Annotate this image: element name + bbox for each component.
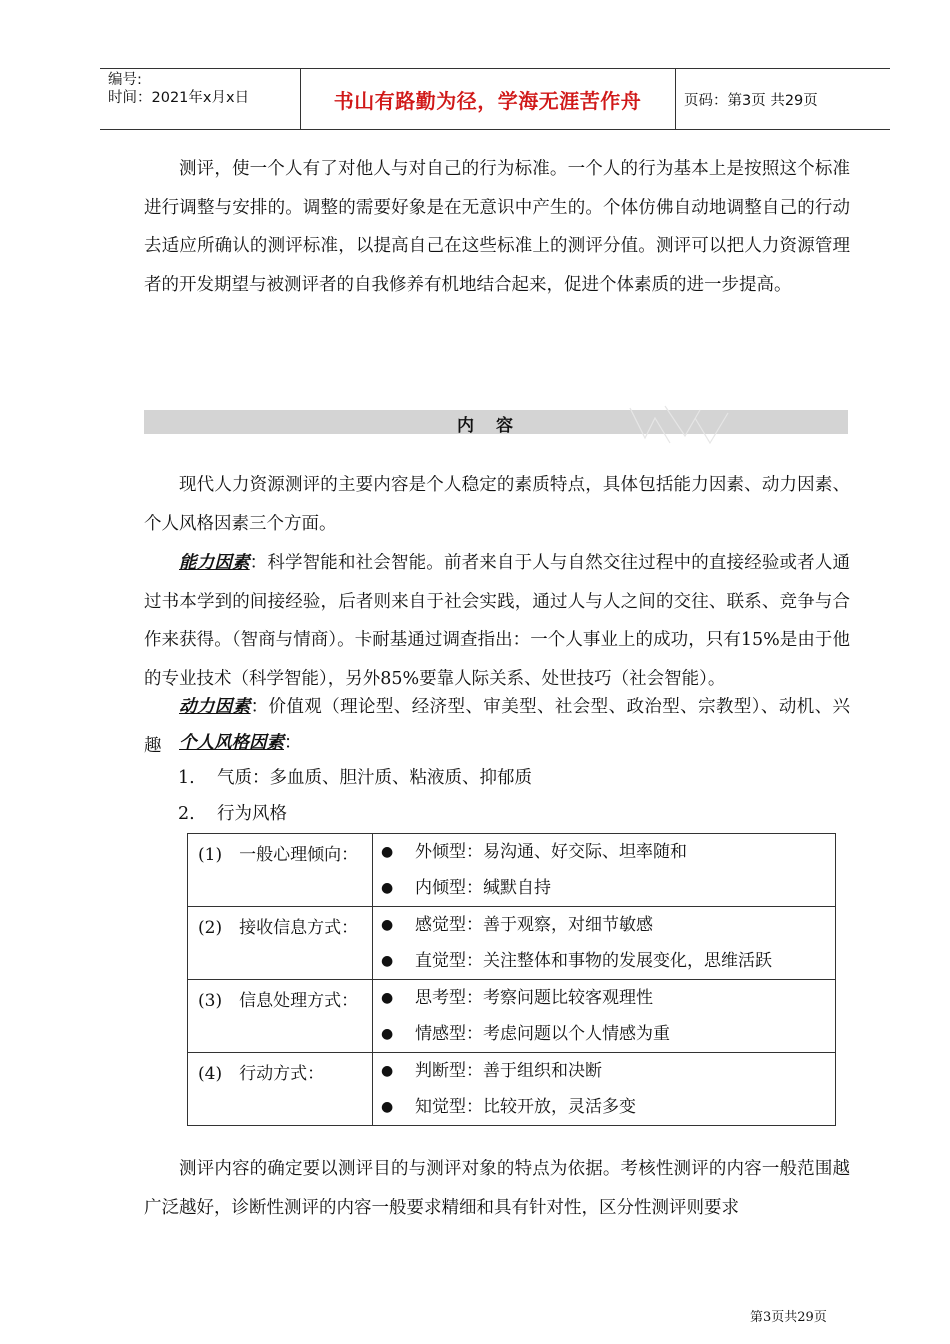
list-text: 行为风格 <box>216 804 287 824</box>
table-row-items <box>373 907 836 980</box>
table-row <box>188 907 836 980</box>
closing-paragraph: 测评内容的确定要以测评目的与测评对象的特点为依据。考核性测评的内容一般范围越广泛越好，诊断性测评的内容一般要求精细和具有针对性，区分性测评则要求 <box>144 1159 850 1218</box>
header-meta <box>108 71 249 107</box>
bullet-text: 判断型：善于组织和决断 <box>415 1061 602 1081</box>
bullet-text: 知觉型：比较开放，灵活多变 <box>415 1097 636 1117</box>
bullet-icon: ● <box>381 917 394 933</box>
watermark-graphic <box>610 398 740 448</box>
personality-text: ： <box>284 733 302 753</box>
header-divider <box>675 69 676 129</box>
table-row <box>188 980 836 1053</box>
intro-paragraph: 测评，使一个人有了对他人与对自己的行为标准。一个人的行为基本上是按照这个标准进行调整与安排的。调整的需要好象是在无意识中产生的。个体仿佛自动地调整自己的行动去适应所确认的测评标准，以提高自己在这些标准上的测评分值。测评可以把人力资源管理者的开发期望与被测评者的自我修养有机地结合起来，促进个体素质的进一步提高。 <box>144 159 850 295</box>
bullet-text: 感觉型：善于观察，对细节敏感 <box>415 915 653 935</box>
table-row-label: (3) 信息处理方式： <box>188 980 373 1053</box>
list-item <box>373 907 835 943</box>
table-row-label: (1) 一般心理倾向： <box>188 834 373 907</box>
list-number: 2. <box>178 804 195 824</box>
bullet-text: 外倾型：易沟通、好交际、坦率随和 <box>415 842 687 862</box>
list-item <box>373 870 835 906</box>
list-item <box>373 1089 835 1125</box>
table-row <box>188 834 836 907</box>
bullet-icon: ● <box>381 953 394 969</box>
page-header <box>100 68 890 130</box>
content-paragraph: 现代人力资源测评的主要内容是个人稳定的素质特点，具体包括能力因素、动力因素、个人风格因素三个方面。 <box>144 475 850 534</box>
section-title: 内容 <box>457 416 535 436</box>
table-row-items <box>373 980 836 1053</box>
ability-term: 能力因素 <box>179 553 250 573</box>
table-row <box>188 1053 836 1126</box>
personality-paragraph <box>144 724 850 763</box>
bullet-icon: ● <box>381 1026 394 1042</box>
list-item <box>373 980 835 1016</box>
motivation-term: 动力因素 <box>179 697 251 717</box>
list-item <box>373 1053 835 1089</box>
list-item <box>373 1016 835 1052</box>
section-title-bar <box>144 410 848 434</box>
bullet-text: 内倾型：缄默自持 <box>415 878 551 898</box>
bullet-text: 思考型：考察问题比较客观理性 <box>415 988 653 1008</box>
list-item <box>373 834 835 870</box>
list-item <box>373 943 835 979</box>
page-footer: 第3页共29页 <box>750 1310 827 1325</box>
bullet-icon: ● <box>381 844 394 860</box>
header-page-info: 页码：第3页 共29页 <box>684 93 818 109</box>
bullet-text: 直觉型：关注整体和事物的发展变化，思维活跃 <box>415 951 772 971</box>
header-motto: 书山有路勤为径，学海无涯苦作舟 <box>333 89 642 113</box>
table-row-items <box>373 834 836 907</box>
list-item <box>178 796 884 832</box>
code-label: 编号: <box>108 72 142 88</box>
bullet-icon: ● <box>381 880 394 896</box>
bullet-icon: ● <box>381 990 394 1006</box>
table-row-items <box>373 1053 836 1126</box>
time-label: 时间：2021年x月x日 <box>108 90 250 106</box>
list-item <box>178 760 884 796</box>
personality-term: 个人风格因素 <box>179 733 284 753</box>
bullet-icon: ● <box>381 1063 394 1079</box>
ability-paragraph <box>144 544 850 698</box>
list-number: 1. <box>178 768 195 788</box>
list-text: 气质：多血质、胆汁质、粘液质、抑郁质 <box>216 768 532 788</box>
ability-text: ：科学智能和社会智能。前者来自于人与自然交往过程中的直接经验或者人通过书本学到的间接经验，后者则来自于社会实践，通过人与人之间的交往、联系、竞争与合作来获得。（智商与情商）。卡耐基通过调查指出：一个人事业上的成功，只有15%是由于他的专业技术（科学智能），另外85%要靠人际关系、处世技巧（社会智能）。 <box>144 553 851 689</box>
bullet-icon: ● <box>381 1099 394 1115</box>
table-row-label: (4) 行动方式： <box>188 1053 373 1126</box>
table-row-label: (2) 接收信息方式： <box>188 907 373 980</box>
behavior-style-table <box>187 833 836 1126</box>
motivation-text: ：价值观（理论型、经济型、审美型、社会型、政治型、宗教型）、动机、兴趣 <box>144 697 851 756</box>
bullet-text: 情感型：考虑问题以个人情感为重 <box>415 1024 670 1044</box>
